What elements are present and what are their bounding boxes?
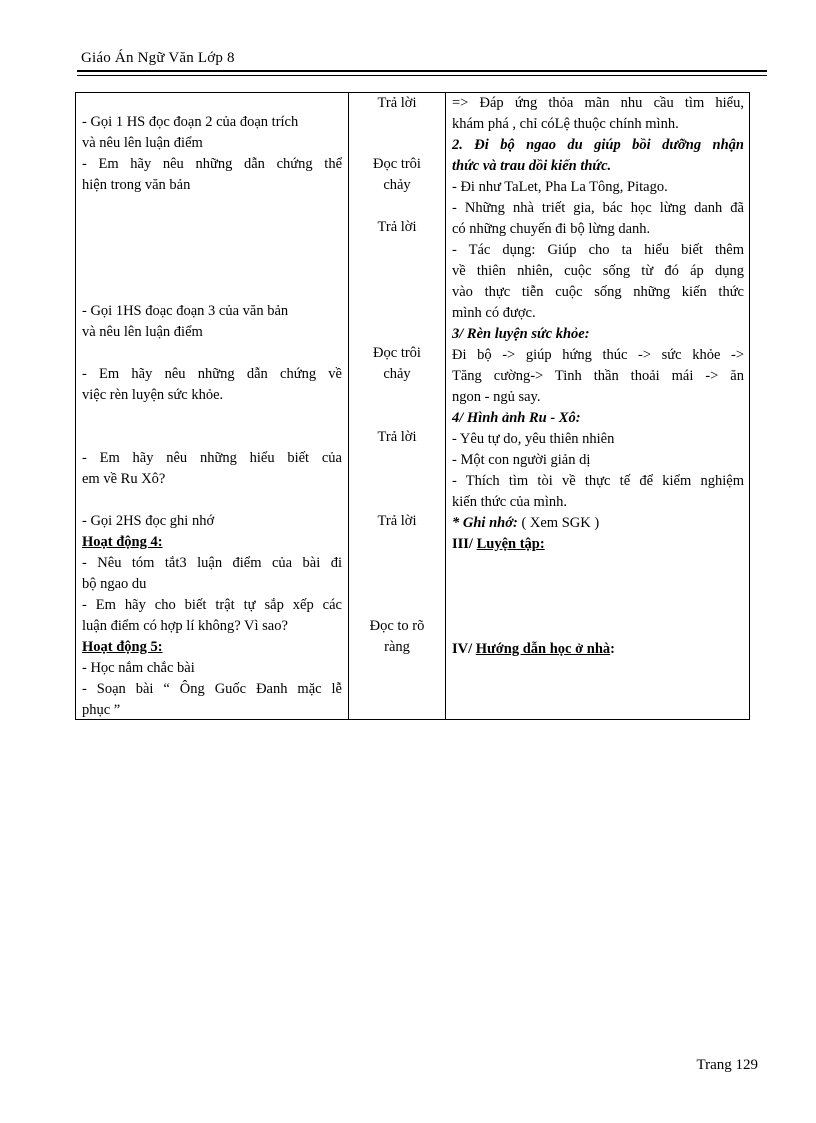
student-line: Trả lời: [377, 429, 417, 445]
teacher-line: em về Ru Xô?: [82, 471, 166, 487]
teacher-line: bộ ngao du: [82, 576, 147, 592]
student-line: Trả lời: [377, 513, 417, 529]
content-heading-4: 4/ Hình ảnh Ru - Xô:: [452, 410, 581, 426]
teacher-line: - Em hãy nêu những dẫn chứng về: [82, 366, 342, 382]
teacher-line: - Gọi 1HS đoạc đoạn 3 của văn bản: [82, 303, 289, 319]
content-line: vào thực tiễn cuộc sống những kiến thức: [452, 284, 744, 300]
student-line: chảy: [383, 177, 411, 193]
content-line: Đi bộ -> giúp hứng thúc -> sức khỏe ->: [452, 347, 744, 363]
section-homework-colon: :: [610, 641, 615, 657]
page-number: Trang 129: [696, 1057, 758, 1073]
section-practice-heading: [452, 534, 744, 555]
student-line: ràng: [384, 639, 410, 655]
content-line: có những chuyến đi bộ lừng danh.: [452, 221, 651, 237]
student-line: Đọc trôi: [373, 156, 421, 172]
student-line: Trả lời: [377, 95, 417, 111]
content-heading-2-cont: thức và trau dồi kiến thức.: [452, 158, 612, 174]
content-heading-2: 2. Đi bộ ngao du giúp bồi dưỡng nhận: [452, 137, 744, 153]
teacher-line: và nêu lên luận điểm: [82, 135, 203, 151]
teacher-line: - Học nắm chắc bài: [82, 660, 195, 676]
content-line: - Một con người giản dị: [452, 452, 591, 468]
content-line: - Những nhà triết gia, bác học lừng danh đã: [452, 200, 744, 216]
teacher-line: việc rèn luyện sức khỏe.: [82, 387, 224, 403]
header-rule-thick: [77, 70, 767, 72]
memorize-note: [452, 513, 744, 534]
student-line: Trả lời: [377, 219, 417, 235]
section-homework-heading: [452, 639, 744, 660]
memorize-label: * Ghi nhớ:: [452, 515, 518, 531]
teacher-line: - Gọi 1 HS đọc đoạn 2 của đoạn trích: [82, 114, 299, 130]
header-rule-thin: [77, 75, 767, 76]
student-activity-column: [349, 93, 446, 720]
teacher-line: và nêu lên luận điểm: [82, 324, 203, 340]
lesson-plan-table: [75, 92, 750, 720]
content-line: - Yêu tự do, yêu thiên nhiên: [452, 431, 615, 447]
content-line: kiến thức của mình.: [452, 494, 567, 510]
memorize-reference: ( Xem SGK ): [517, 515, 600, 531]
section-practice-title: Luyện tập:: [476, 536, 545, 552]
teacher-line: - Nêu tóm tắt3 luận điểm của bài đi: [82, 555, 342, 571]
table-row: [76, 93, 750, 720]
activity-heading-5: Hoạt động 5:: [82, 639, 163, 655]
teacher-line: luận điểm có hợp lí không? Vì sao?: [82, 618, 288, 634]
teacher-activity-column: [76, 93, 349, 720]
content-line: Tăng cường-> Tinh thần thoải mái -> ăn: [452, 368, 744, 384]
content-line: khám phá , chỉ cóLệ thuộc chính mình.: [452, 116, 679, 132]
content-line: - Thích tìm tòi về thực tế để kiểm nghiệm: [452, 473, 744, 489]
teacher-line: hiện trong văn bản: [82, 177, 191, 193]
teacher-line: - Em hãy cho biết trật tự sắp xếp các: [82, 597, 342, 613]
teacher-line: - Gọi 2HS đọc ghi nhớ: [82, 513, 215, 529]
content-line: => Đáp ứng thỏa mãn nhu cầu tìm hiểu,: [452, 95, 744, 111]
teacher-line: phục ”: [82, 702, 121, 718]
section-number-4: IV/: [452, 641, 476, 657]
section-homework-title: Hướng dẫn học ở nhà: [475, 641, 611, 657]
document-header-title: Giáo Án Ngữ Văn Lớp 8: [81, 50, 235, 66]
content-heading-3: 3/ Rèn luyện sức khỏe:: [452, 326, 590, 342]
teacher-line: - Em hãy nêu những dẫn chứng thể: [82, 156, 342, 172]
student-line: Đọc trôi: [373, 345, 421, 361]
student-line: Đọc to rõ: [369, 618, 425, 634]
content-line: - Đi như TaLet, Pha La Tông, Pitago.: [452, 179, 668, 195]
teacher-line: - Soạn bài “ Ông Guốc Đanh mặc lễ: [82, 681, 342, 697]
content-line: mình có được.: [452, 305, 536, 321]
student-line: chảy: [383, 366, 411, 382]
section-number-3: III/: [452, 536, 477, 552]
content-line: về thiên nhiên, cuộc sống từ đó áp dụng: [452, 263, 744, 279]
content-line: - Tác dụng: Giúp cho ta hiểu biết thêm: [452, 242, 744, 258]
content-column: [446, 93, 750, 720]
content-line: ngon - ngủ say.: [452, 389, 541, 405]
activity-heading-4: Hoạt động 4:: [82, 534, 163, 550]
teacher-line: - Em hãy nêu những hiểu biết của: [82, 450, 342, 466]
